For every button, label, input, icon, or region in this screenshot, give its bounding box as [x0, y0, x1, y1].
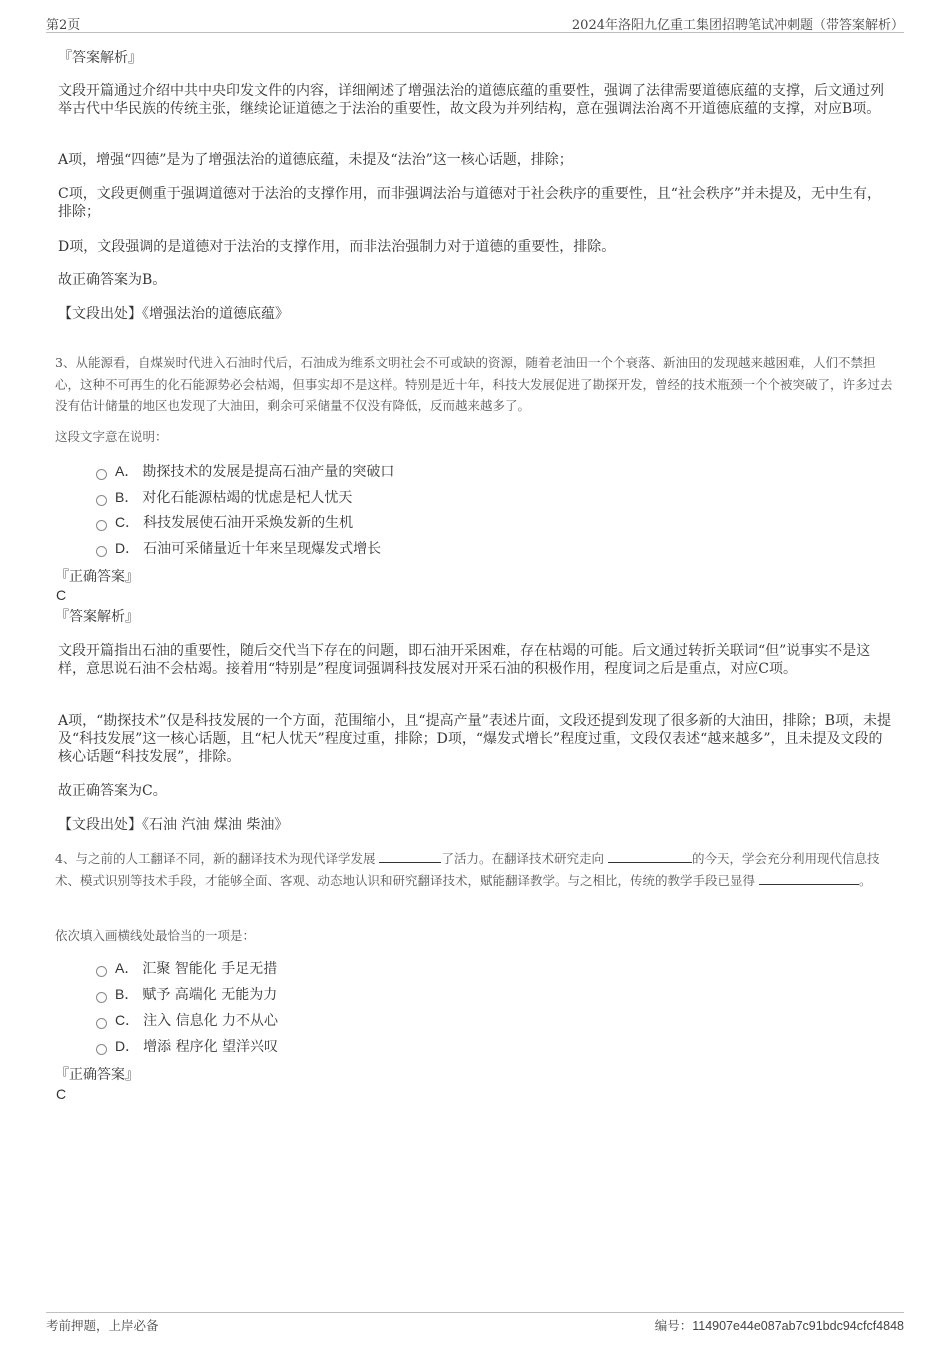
q3-option-d[interactable]: D． 石油可采储量近十年来呈现爆发式增长 [96, 538, 381, 558]
q4-prompt: 依次填入画横线处最恰当的一项是： [55, 928, 256, 943]
q4-option-a[interactable]: A． 汇聚 智能化 手足无措 [96, 958, 277, 978]
q3-answer-title: 『正确答案』 [55, 569, 139, 585]
q2-analysis-para4: D项，文段强调的是道德对于法治的支撑作用，而非法治强制力对于道德的重要性，排除。 [58, 239, 616, 255]
radio-icon[interactable] [96, 495, 107, 506]
q4-option-c[interactable]: C． 注入 信息化 力不从心 [96, 1010, 278, 1030]
q3-analysis-para2: A项，“勘探技术”仅是科技发展的一个方面，范围缩小，且“提高产量”表述片面，文段还提到发现了很多新的大油田，排除；B项，未提及“科技发展”这一核心话题，且“杞人忧天”程度过重，排除；D项，“爆发式增长”程度过重，文段仅表述“越来越多”，且未提及文段的核心话题“科技发展”，排除。 [58, 713, 892, 765]
radio-icon[interactable] [96, 469, 107, 480]
q3-analysis-title: 『答案解析』 [55, 609, 139, 625]
radio-icon[interactable] [96, 1018, 107, 1029]
q3-option-b[interactable]: B． 对化石能源枯竭的忧虑是杞人忧天 [96, 487, 352, 507]
page-footer [46, 1312, 904, 1335]
blank-1[interactable] [379, 850, 441, 863]
q3-stem: 3、从能源看，自煤炭时代进入石油时代后，石油成为维系文明社会不可或缺的资源，随着老油田一个个衰落、新油田的发现越来越困难，人们不禁担心，这种不可再生的化石能源势必会枯竭，但事实却不是这样。特别是近十年，科技大发展促进了勘探开发，曾经的技术瓶颈一个个被突破了，许多过去没有估计储量的地区也发现了大油田，剩余可采储量不仅没有降低，反而越来越多了。 [55, 355, 893, 413]
q2-analysis-para3: C项，文段更侧重于强调道德对于法治的支撑作用，而非强调法治与道德对于社会秩序的重要性，且“社会秩序”并未提及，无中生有，排除； [58, 186, 882, 220]
q2-conclusion: 故正确答案为B。 [58, 272, 167, 288]
q3-source: 【文段出处】《石油 汽油 煤油 柴油》 [58, 817, 289, 833]
radio-icon[interactable] [96, 520, 107, 531]
footer-slogan: 考前押题，上岸必备 [46, 1318, 159, 1333]
q3-analysis-para1: 文段开篇指出石油的重要性，随后交代当下存在的问题，即石油开采困难，存在枯竭的可能。后文通过转折关联词“但”说事实不是这样，意思说石油不会枯竭。接着用“特别是”程度词强调科技发展对开采石油的积极作用，程度词之后是重点，对应C项。 [58, 643, 871, 677]
q3-option-c[interactable]: C． 科技发展使石油开采焕发新的生机 [96, 512, 353, 532]
q3-prompt: 这段文字意在说明： [55, 429, 168, 444]
q4-option-d[interactable]: D． 增添 程序化 望洋兴叹 [96, 1036, 278, 1056]
q4-answer: C [56, 1086, 67, 1102]
q2-analysis-title: 『答案解析』 [58, 50, 142, 66]
document-title: 2024年洛阳九亿重工集团招聘笔试冲刺题（带答案解析） [571, 18, 904, 33]
q3-conclusion: 故正确答案为C。 [58, 783, 167, 799]
blank-2[interactable] [608, 850, 692, 863]
radio-icon[interactable] [96, 546, 107, 557]
q2-analysis-para1: 文段开篇通过介绍中共中央印发文件的内容，详细阐述了增强法治的道德底蕴的重要性，强调了法律需要道德底蕴的支撑，后文通过列举古代中华民族的传统主张，继续论证道德之于法治的重要性，故文段为并列结构，意在强调法治离不开道德底蕴的支撑，对应B项。 [58, 83, 884, 117]
radio-icon[interactable] [96, 992, 107, 1003]
q4-answer-title: 『正确答案』 [55, 1067, 139, 1083]
q2-source: 【文段出处】《增强法治的道德底蕴》 [58, 306, 289, 322]
q3-option-a[interactable]: A． 勘探技术的发展是提高石油产量的突破口 [96, 461, 394, 481]
document-code: 编号：114907e44e087ab7c91bdc94cfcf4848 [654, 1318, 904, 1333]
page-number: 第2页 [46, 18, 81, 33]
q2-analysis-para2: A项，增强“四德”是为了增强法治的道德底蕴，未提及“法治”这一核心话题，排除； [58, 152, 573, 168]
page-header [46, 12, 904, 33]
blank-3[interactable] [759, 872, 859, 885]
q4-option-b[interactable]: B． 赋予 高端化 无能为力 [96, 984, 277, 1004]
radio-icon[interactable] [96, 966, 107, 977]
q4-stem: 4、与之前的人工翻译不同，新的翻译技术为现代译学发展 了活力。在翻译技术研究走向 的今天，学会充分利用现代信息技术、模式识别等技术手段，才能够全面、客观、动态地认识和研究翻译技术，赋能翻译教学。与之相比，传统的教学手段已显得 。 [55, 851, 880, 888]
radio-icon[interactable] [96, 1044, 107, 1055]
q3-answer: C [56, 587, 67, 603]
